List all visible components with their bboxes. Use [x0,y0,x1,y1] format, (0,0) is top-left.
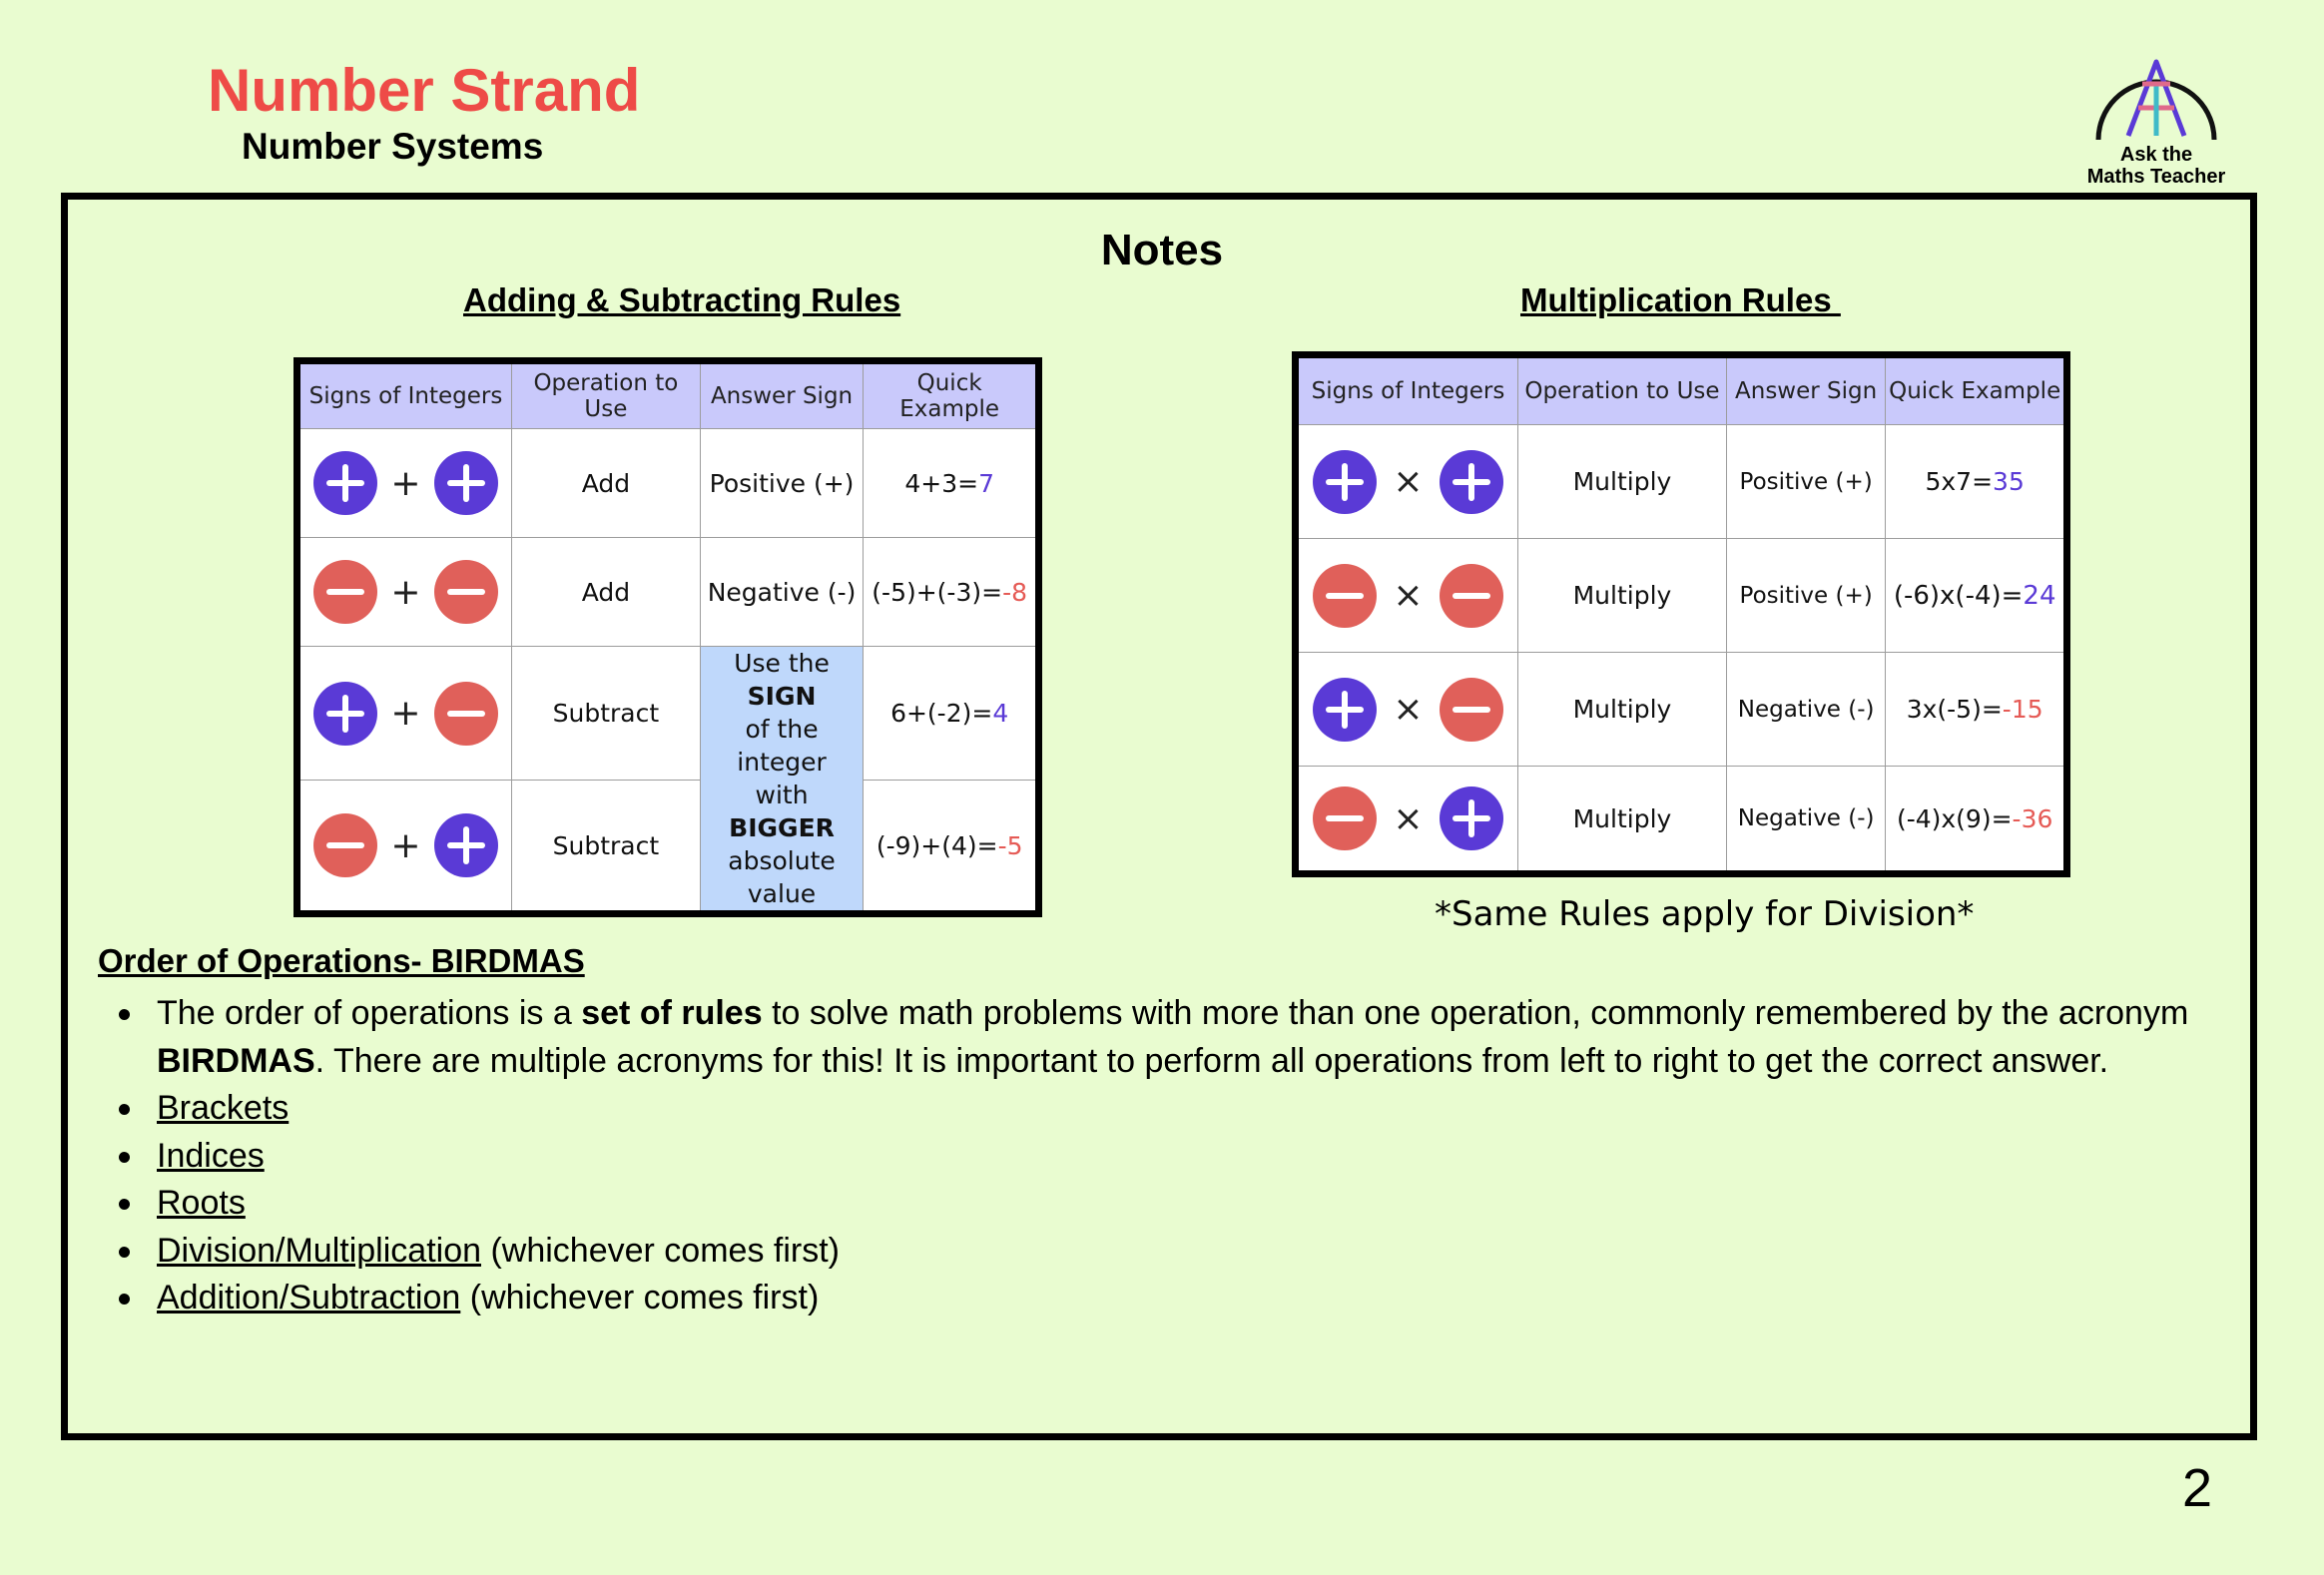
example-expression: (-5)+(-3)= [872,577,1003,607]
plus-circle-icon [1313,678,1377,742]
note-text: with [755,781,809,809]
table-row [297,781,1039,914]
answer-sign-cell: Positive (+) [700,429,864,538]
order-of-operations-list [98,990,2263,1322]
signs-of-integers [300,560,511,624]
example-cell [1886,539,2067,653]
column-header: Quick Example [864,361,1039,429]
signs-of-integers [1299,564,1517,628]
operator-symbol: × [1393,689,1424,730]
table-row [1296,425,2067,539]
operator-symbol: × [1393,797,1424,839]
operator-symbol: + [390,571,421,613]
example-answer: 4 [992,699,1009,728]
operation-term: Roots [157,1184,246,1222]
operation-cell: Multiply [1518,539,1727,653]
note-bold: SIGN [747,682,817,711]
list-item [157,1085,2263,1133]
logo-text-line2: Maths Teacher [2086,166,2226,188]
example-expression: (-4)x(9)= [1896,803,2013,833]
column-header: Signs of Integers [1296,355,1518,425]
example-answer: -8 [1002,577,1027,607]
example-cell [864,429,1039,538]
minus-circle-icon [1440,678,1503,742]
operation-term: Division/Multiplication [157,1231,482,1270]
multiplication-table [1292,351,2070,877]
plus-circle-icon [1440,787,1503,850]
operation-cell: Multiply [1518,767,1727,874]
minus-circle-icon [1313,787,1377,850]
example-cell [1886,425,2067,539]
minus-circle-icon [313,813,377,877]
answer-sign-cell: Negative (-) [1726,767,1885,874]
example-expression: (-9)+(4)= [875,830,998,860]
minus-circle-icon [434,682,498,746]
operation-note: (whichever comes first) [481,1231,840,1270]
intro-text: . There are multiple acronyms for this! It is important to perform all operations from left to right to get the correct answer. [314,1041,2109,1080]
plus-circle-icon [313,451,377,515]
table-row [297,647,1039,781]
signs-of-integers [1299,678,1517,742]
example-cell [864,647,1039,781]
list-item [157,1180,2263,1228]
signs-of-integers [1299,450,1517,514]
division-rules-note: *Same Rules apply for Division* [1435,894,1975,934]
column-header: Answer Sign [700,361,864,429]
example-cell [864,781,1039,914]
operation-term: Addition/Subtraction [157,1279,461,1316]
column-header: Signs of Integers [297,361,512,429]
list-item [157,1228,2263,1276]
table-header-row [1296,355,2067,425]
operator-symbol: × [1393,575,1424,616]
example-cell [1886,653,2067,767]
operation-note: (whichever comes first) [460,1279,820,1316]
table-row [1296,539,2067,653]
note-text: absolute value [728,846,836,908]
minus-circle-icon [313,560,377,624]
example-answer: -15 [2002,695,2043,724]
minus-circle-icon [1313,564,1377,628]
note-text: Use the [734,649,830,678]
adding-subtracting-heading: Adding & Subtracting Rules [463,281,901,318]
intro-text: The order of operations is a [157,994,582,1032]
note-text: of the integer [737,715,827,777]
example-expression: 4+3= [904,468,979,498]
answer-sign-cell: Negative (-) [700,538,864,647]
list-item [157,1275,2263,1322]
operation-cell: Subtract [512,647,701,781]
answer-sign-cell: Negative (-) [1726,653,1885,767]
example-cell [864,538,1039,647]
column-header: Answer Sign [1726,355,1885,425]
minus-circle-icon [434,560,498,624]
table-row [1296,653,2067,767]
bigger-absolute-value-note [700,647,864,914]
signs-of-integers [1299,787,1517,850]
operator-symbol: + [390,462,421,504]
logo-text [2076,144,2236,188]
table-row [1296,767,2067,874]
example-expression: 3x(-5)= [1906,695,2003,724]
operator-symbol: × [1393,461,1424,502]
table-row [297,538,1039,647]
operation-cell: Subtract [512,781,701,914]
answer-sign-cell: Positive (+) [1726,539,1885,653]
example-expression: (-6)x(-4)= [1893,580,2024,611]
list-item [157,990,2263,1085]
table-header-row [297,361,1039,429]
column-header: Quick Example [1886,355,2067,425]
column-header: Operation to Use [512,361,701,429]
plus-circle-icon [434,451,498,515]
plus-circle-icon [434,813,498,877]
example-answer: -36 [2012,803,2053,833]
operation-term: Indices [157,1136,265,1175]
list-item [157,1133,2263,1181]
operation-cell: Multiply [1518,425,1727,539]
order-of-operations-heading: Order of Operations- BIRDMAS [98,942,585,979]
plus-circle-icon [1440,450,1503,514]
adding-subtracting-table [293,357,1042,917]
page-number: 2 [2182,1458,2213,1518]
operator-symbol: + [390,824,421,866]
intro-bold: set of rules [581,994,763,1032]
signs-of-integers [300,682,511,746]
page-subtitle: Number Systems [242,126,544,167]
page-title: Number Strand [208,57,641,124]
operation-cell: Multiply [1518,653,1727,767]
answer-sign-cell: Positive (+) [1726,425,1885,539]
example-answer: 35 [1993,467,2025,496]
notes-heading: Notes [1100,226,1224,274]
operation-cell: Add [512,429,701,538]
example-expression: 5x7= [1925,467,1994,496]
logo-emblem-icon [2076,44,2236,144]
note-bold: BIGGER [729,813,835,842]
table-row [297,429,1039,538]
example-answer: 24 [2023,580,2056,611]
multiplication-heading: Multiplication Rules [1520,281,1841,318]
operator-symbol: + [390,693,421,734]
intro-bold: BIRDMAS [157,1041,315,1080]
plus-circle-icon [1313,450,1377,514]
logo-text-line1: Ask the [2119,144,2193,166]
example-expression: 6+(-2)= [890,699,993,728]
operation-cell: Add [512,538,701,647]
ask-the-maths-teacher-logo [2076,44,2236,194]
operation-term: Brackets [157,1089,290,1127]
minus-circle-icon [1440,564,1503,628]
example-answer: -5 [997,830,1023,860]
plus-circle-icon [313,682,377,746]
signs-of-integers [300,451,511,515]
signs-of-integers [300,813,511,877]
column-header: Operation to Use [1518,355,1727,425]
example-cell [1886,767,2067,874]
example-answer: 7 [978,468,994,498]
intro-text: to solve math problems with more than one operation, commonly remembered by the acronym [762,994,2189,1032]
